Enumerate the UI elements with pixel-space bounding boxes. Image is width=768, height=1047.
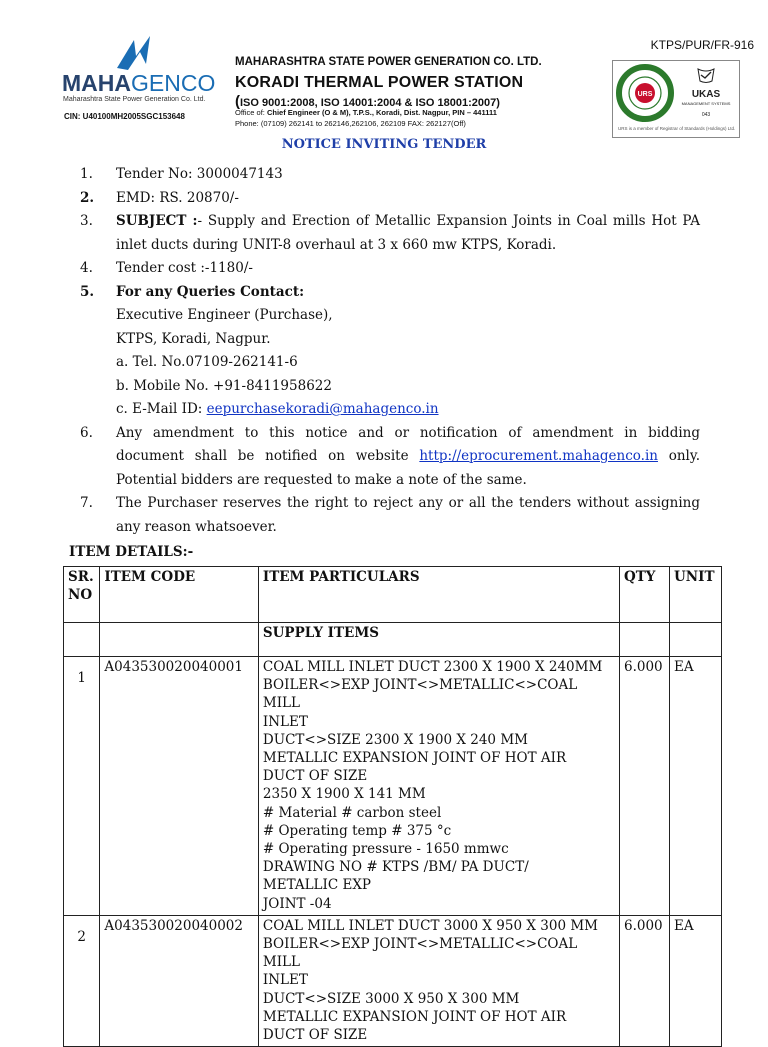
cin-number: CIN: U40100MH2005SGC153648 (64, 112, 185, 121)
point-emd: 2. EMD: RS. 20870/- (80, 189, 239, 206)
header-qty: QTY (620, 567, 670, 623)
row-item-particulars: COAL MILL INLET DUCT 3000 X 950 X 300 MM BOILER<>EXP JOINT<>METALLIC<>COAL MILL INLET DUCT<>SIZE 3000 X 950 X 300 MM METALLIC EXPANSION JOINT OF HOT AIR DUCT OF SIZE (258, 915, 619, 1046)
row-item-particulars: COAL MILL INLET DUCT 2300 X 1900 X 240MM BOILER<>EXP JOINT<>METALLIC<>COAL MILL INLET DUCT<>SIZE 2300 X 1900 X 240 MM METALLIC EXPANSION JOINT OF HOT AIR DUCT OF SIZE 2350 X 1900 X 141 MM # Material # carbon steel # Operating temp # 375 °c # Operating pressure - 1650 mmwc DRAWING NO # KTPS /BM/ PA DUCT/ METALLIC EXP JOINT -04 (258, 657, 619, 916)
contact-mobile: b. Mobile No. +91-8411958622 (116, 377, 332, 394)
table-row (64, 915, 722, 1046)
company-name: MAHARASHTRA STATE POWER GENERATION CO. LTD. (235, 56, 542, 68)
svg-text:043: 043 (701, 112, 711, 118)
item-details-table (63, 566, 722, 1047)
company-logo-wordmark: MAHAGENCO (62, 70, 216, 96)
eprocurement-link[interactable]: http://eprocurement.mahagenco.in (419, 448, 658, 464)
point-tender-cost: 4. Tender cost :-1180/- (80, 260, 253, 276)
office-phone: Phone: (07109) 262141 to 262146,262106, 262109 FAX: 262127(Off) (235, 119, 466, 128)
point-amendment: 6. Any amendment to this notice and or notification of amendment in bidding document shall be notified on website http://eprocurement.mahagenco.in only. Potential bidders are requested to make a note of the same. (80, 424, 700, 488)
item-details-heading: ITEM DETAILS:- (69, 544, 194, 560)
table-header-row (64, 567, 722, 623)
table-section-row (64, 623, 722, 657)
contact-telephone: a. Tel. No.07109-262141-6 (116, 354, 298, 370)
table-row (64, 657, 722, 916)
document-code: KTPS/PUR/FR-916 (650, 38, 754, 52)
office-address: Office of: Chief Engineer (O & M), T.P.S., Koradi, Dist. Nagpur, PIN – 441111 (235, 108, 497, 117)
header-item-code: ITEM CODE (100, 567, 259, 623)
svg-text:MANAGEMENT SYSTEMS: MANAGEMENT SYSTEMS (681, 101, 731, 106)
contact-designation: Executive Engineer (Purchase), (116, 307, 333, 323)
point-queries-contact: 5. For any Queries Contact: (80, 283, 305, 300)
header-unit: UNIT (670, 567, 722, 623)
certification-seal-icon (613, 61, 739, 125)
row-qty: 6.000 (620, 915, 670, 1046)
svg-text:URS: URS (637, 91, 653, 98)
certification-footnote: URS is a member of Registrar of Standards (Holdings) Ltd. (618, 126, 736, 131)
row-item-code: A043530020040002 (100, 915, 259, 1046)
row-item-code: A043530020040001 (100, 657, 259, 916)
row-sr-no: 2 (64, 915, 100, 1046)
header-item-particulars: ITEM PARTICULARS (258, 567, 619, 623)
iso-certifications: (ISO 9001:2008, ISO 14001:2004 & ISO 18001:2007) (235, 93, 500, 110)
subject-label: SUBJECT : (116, 213, 198, 229)
header-sr-no: SR. NO (64, 567, 100, 623)
row-sr-no: 1 (64, 657, 100, 916)
contact-location: KTPS, Koradi, Nagpur. (116, 330, 271, 347)
notice-title: NOTICE INVITING TENDER (281, 137, 487, 152)
supply-items-label: SUPPLY ITEMS (258, 623, 619, 657)
row-unit: EA (670, 657, 722, 916)
row-unit: EA (670, 915, 722, 1046)
email-link[interactable]: eepurchasekoradi@mahagenco.in (206, 401, 439, 417)
notice-points (80, 163, 700, 539)
row-qty: 6.000 (620, 657, 670, 916)
point-rights-reserved: 7. The Purchaser reserves the right to reject any or all the tenders without assigning any reason whatsoever. (80, 495, 700, 535)
station-name: KORADI THERMAL POWER STATION (235, 74, 524, 91)
point-tender-no: 1. Tender No: 3000047143 (80, 166, 283, 182)
point-subject: 3. SUBJECT :- Supply and Erection of Metallic Expansion Joints in Coal mills Hot PA inlet ducts during UNIT-8 overhaul at 3 x 660 mw KTPS, Koradi. (80, 213, 700, 253)
logo-subtitle: Maharashtra State Power Generation Co. Ltd. (63, 96, 206, 103)
contact-email: c. E-Mail ID: eepurchasekoradi@mahagenco.in (116, 401, 439, 417)
svg-text:UKAS: UKAS (691, 89, 721, 100)
